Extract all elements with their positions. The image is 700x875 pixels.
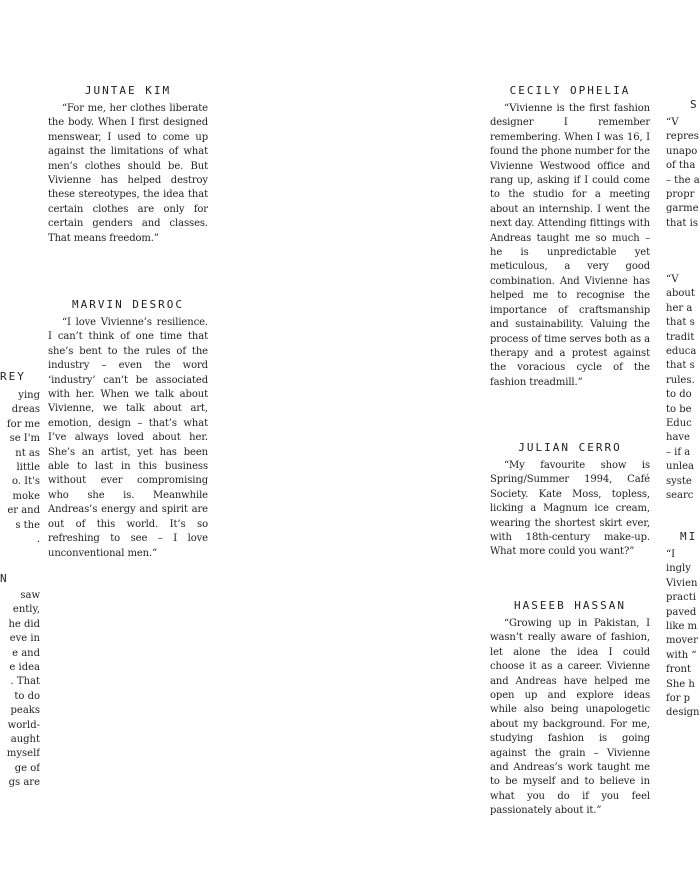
clipped-line: world- — [7, 719, 40, 731]
testimonial — [48, 84, 208, 246]
clipped-name-3: S — [690, 98, 699, 111]
clipped-line: “V — [666, 274, 679, 285]
clipped-line: her a — [666, 302, 693, 314]
clipped-line: She h — [666, 678, 695, 690]
quote-text: “Growing up in Pakistan, I wasn’t really aware of fashion, let alone the idea I could choose it as a career. Vivienne and Andreas have helped me open up and explore ideas while also being unapologetic about my background. For me, studying fashion is going against the grain – Vivienne and Andreas’s work taught me to be myself and to believe in what you do if you feel passionately about it.” — [490, 618, 650, 817]
clipped-line: with “ — [666, 649, 697, 661]
clipped-line: tradit — [666, 331, 695, 343]
clipped-name-1: REY — [0, 370, 26, 383]
clipped-line: paved — [666, 606, 697, 618]
clipped-line: peaks — [10, 705, 40, 717]
clipped-line: moke — [12, 490, 40, 502]
testimonial — [490, 84, 650, 390]
clipped-text-5 — [666, 548, 700, 721]
clipped-line: educa — [666, 346, 697, 358]
clipped-line: practi — [666, 592, 696, 604]
clipped-line: s the — [15, 519, 40, 531]
clipped-line: nt as — [15, 447, 40, 459]
clipped-line: myself — [6, 748, 40, 760]
clipped-line: Educ — [666, 418, 692, 430]
clipped-line: rules. — [666, 374, 695, 386]
clipped-line: for me — [6, 418, 40, 430]
testimonial — [48, 298, 208, 561]
person-name: JUNTAE KIM — [84, 84, 172, 97]
person-name: JULIAN CERRO — [518, 441, 622, 454]
clipped-line: gs are — [8, 777, 40, 789]
clipped-line: little — [16, 462, 40, 474]
clipped-line: to do — [666, 389, 692, 401]
clipped-line: that s — [666, 360, 695, 372]
clipped-line: dreas — [11, 404, 40, 416]
quote-text: “My favourite show is Spring/Summer 1994, Café Society. Kate Moss, topless, licking a Magnum ice cream, wearing the shortest skirt ever, with 18th-century make-up. What more could you want?” — [490, 460, 650, 558]
clipped-line: about — [666, 288, 695, 300]
clipped-line: ying — [18, 390, 40, 401]
clipped-line: to do — [14, 690, 40, 702]
clipped-line: saw — [20, 590, 40, 601]
clipped-line: have — [666, 432, 690, 444]
clipped-line: ently, — [12, 604, 40, 616]
clipped-line: eve in — [9, 633, 40, 645]
clipped-text-4 — [666, 273, 696, 504]
right-page-column — [490, 0, 650, 875]
clipped-line: e idea — [9, 662, 40, 674]
clipped-line: to be — [666, 403, 692, 415]
clipped-line: front — [666, 664, 691, 676]
left-clipped-column — [0, 0, 40, 875]
clipped-line: garme — [666, 203, 699, 215]
clipped-name-4: MI — [680, 530, 698, 543]
clipped-line: for p — [666, 693, 691, 705]
clipped-line: that is — [666, 217, 698, 229]
quote-text: “Vivienne is the first fashion designer I remember remembering. When I was 16, I found the phone number for the Vivienne Westwood office and rang up, asking if I could come to the studio for a meeting about an internship. I went the next day. Attending fittings with Andreas taught me so much – he is unpredictable yet meticulous, a very good combination. And Vivienne has helped me to recognise the importance of craftsmanship and sustainability. Valuing the process of time serves both as a therapy and a protest against the voracious cycle of the fashion treadmill.” — [490, 103, 650, 388]
clipped-line: aught — [10, 734, 40, 746]
clipped-line: like m — [666, 621, 698, 633]
clipped-line: of tha — [666, 160, 696, 172]
left-page-column — [48, 0, 208, 875]
clipped-line: – the a — [666, 174, 700, 186]
right-clipped-column — [666, 0, 700, 875]
testimonial — [490, 441, 650, 560]
clipped-line: “I — [666, 549, 676, 560]
person-name: HASEEB HASSAN — [513, 599, 627, 612]
clipped-text-3 — [666, 116, 700, 231]
clipped-line: se I'm — [9, 433, 40, 445]
clipped-line: that s — [666, 317, 695, 329]
testimonial — [490, 599, 650, 819]
clipped-line: . — [36, 534, 40, 546]
clipped-line: mover — [666, 635, 698, 647]
clipped-line: – if a — [666, 446, 691, 458]
clipped-text-1 — [7, 389, 40, 547]
clipped-line: ingly — [666, 563, 691, 575]
clipped-line: e and — [12, 647, 40, 659]
quote-text: “For me, her clothes liberate the body. When I first designed menswear, I used to come up against the limitations of what men’s clothes should be. But Vivienne has helped destroy these stereotypes, the idea that certain clothes are only for certain genders and classes. That means freedom.” — [48, 103, 208, 244]
clipped-line: design — [666, 707, 700, 719]
clipped-line: ge of — [14, 762, 40, 774]
clipped-line: unlea — [666, 461, 694, 473]
clipped-line: . That — [10, 676, 40, 688]
person-name: MARVIN DESROC — [71, 298, 185, 311]
clipped-text-2 — [7, 589, 40, 791]
person-name: CECILY OPHELIA — [509, 84, 631, 97]
clipped-line: syste — [666, 475, 692, 487]
clipped-line: repres — [666, 131, 699, 143]
clipped-line: o. It's — [11, 476, 40, 488]
clipped-name-2: N — [0, 572, 9, 585]
clipped-line: propr — [666, 189, 695, 201]
clipped-line: “V — [666, 117, 679, 128]
clipped-line: er and — [7, 505, 40, 517]
page-gutter — [350, 0, 351, 875]
clipped-line: searc — [666, 490, 694, 502]
clipped-line: unapo — [666, 145, 698, 157]
quote-text: “I love Vivienne’s resilience. I can’t think of one time that she’s bent to the rules of the industry – even the word ‘industry’ can’t be associated with her. When we talk about Vivienne, we talk about art, emotion, design – that’s what I’ve always loved about her. She’s an artist, yet has been able to last in this business without ever compromising who she is. Meanwhile Andreas’s energy and spirit are out of this world. It’s so refreshing to see – I love unconventional men.” — [48, 317, 208, 559]
clipped-line: Vivien — [666, 577, 698, 589]
clipped-line: he did — [8, 618, 40, 630]
